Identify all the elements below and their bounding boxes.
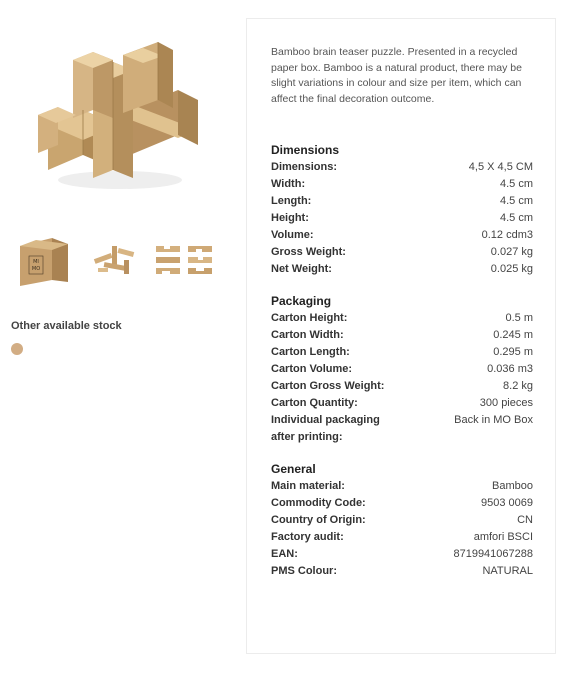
spec-label: Carton Gross Weight: (271, 380, 385, 392)
spec-row-pms-colour (271, 563, 533, 580)
spec-label: Volume: (271, 229, 314, 241)
spec-label: PMS Colour: (271, 565, 337, 577)
spec-row-carton-length (271, 344, 533, 361)
thumbnail-strip (12, 228, 227, 292)
spec-value: NATURAL (482, 565, 533, 577)
color-swatch-natural[interactable] (11, 343, 23, 355)
spec-row-width (271, 176, 533, 193)
section-title-dimensions: Dimensions (271, 143, 340, 157)
spec-row-ean (271, 546, 533, 563)
spec-value: 8.2 kg (503, 380, 533, 392)
spec-label: Gross Weight: (271, 246, 346, 258)
product-gallery (0, 0, 235, 673)
spec-label: Carton Quantity: (271, 397, 358, 409)
spec-row-main-material (271, 478, 533, 495)
spec-row-commodity-code (271, 495, 533, 512)
spec-value: 0.245 m (493, 329, 533, 341)
spec-value: 0.295 m (493, 346, 533, 358)
product-description: Bamboo brain teaser puzzle. Presented in a recycled paper box. Bamboo is a natural product, there may be slight variations in colour and size per item, which can affect the final decoration outcome. (271, 46, 522, 106)
spec-value: Bamboo (492, 480, 533, 492)
spec-value: 0.027 kg (490, 246, 533, 258)
spec-value: 4.5 cm (499, 178, 533, 190)
spec-label: Height: (271, 212, 309, 224)
spec-label: Carton Width: (271, 329, 344, 341)
box-logo-text-bottom: MO (31, 266, 41, 272)
spec-value: 4,5 X 4,5 CM (468, 161, 533, 173)
other-stock-title: Other available stock (11, 320, 122, 332)
spec-row-gross-weight (271, 244, 533, 261)
spec-row-net-weight (271, 261, 533, 278)
section-title-general: General (271, 462, 316, 476)
spec-value: 4.5 cm (499, 212, 533, 224)
spec-label: Individual packaging after printing: (271, 414, 380, 443)
spec-label: Main material: (271, 480, 345, 492)
spec-value: amfori BSCI (473, 531, 533, 543)
spec-row-height (271, 210, 533, 227)
spec-row-carton-height (271, 310, 533, 327)
spec-row-carton-quantity (271, 395, 533, 412)
spec-row-carton-volume (271, 361, 533, 378)
spec-label: Width: (271, 178, 306, 190)
puzzle-parts-layout-thumbnail[interactable] (152, 228, 216, 292)
product-details-panel (246, 18, 556, 654)
spec-label: Country of Origin: (271, 514, 366, 526)
gift-box-thumbnail[interactable] (12, 228, 76, 292)
spec-label: Carton Volume: (271, 363, 353, 375)
spec-label: Length: (271, 195, 312, 207)
spec-label: Commodity Code: (271, 497, 366, 509)
spec-row-dimensions (271, 159, 533, 176)
spec-value: 9503 0069 (481, 497, 533, 509)
box-logo-text-top: MI (33, 259, 39, 265)
spec-label: Net Weight: (271, 263, 332, 275)
spec-row-individual-packaging (271, 412, 533, 446)
spec-value: CN (517, 514, 533, 526)
spec-label: Dimensions: (271, 161, 338, 173)
spec-label: Carton Length: (271, 346, 350, 358)
bamboo-burr-puzzle-image (28, 30, 208, 200)
spec-value: 0.036 m3 (487, 363, 533, 375)
spec-value: 0.12 cdm3 (481, 229, 533, 241)
spec-value: 0.5 m (505, 312, 533, 324)
spec-value: 300 pieces (479, 397, 533, 409)
spec-value: Back in MO Box (454, 414, 533, 426)
spec-label: Factory audit: (271, 531, 344, 543)
spec-value: 0.025 kg (490, 263, 533, 275)
spec-row-carton-width (271, 327, 533, 344)
spec-label: EAN: (271, 548, 298, 560)
spec-row-factory-audit (271, 529, 533, 546)
spec-label: Carton Height: (271, 312, 348, 324)
spec-value: 8719941067288 (453, 548, 533, 560)
spec-row-carton-gross-weight (271, 378, 533, 395)
spec-row-volume (271, 227, 533, 244)
spec-row-length (271, 193, 533, 210)
spec-value: 4.5 cm (499, 195, 533, 207)
spec-row-country-of-origin (271, 512, 533, 529)
section-title-packaging: Packaging (271, 294, 332, 308)
puzzle-pieces-thumbnail[interactable] (84, 228, 148, 292)
